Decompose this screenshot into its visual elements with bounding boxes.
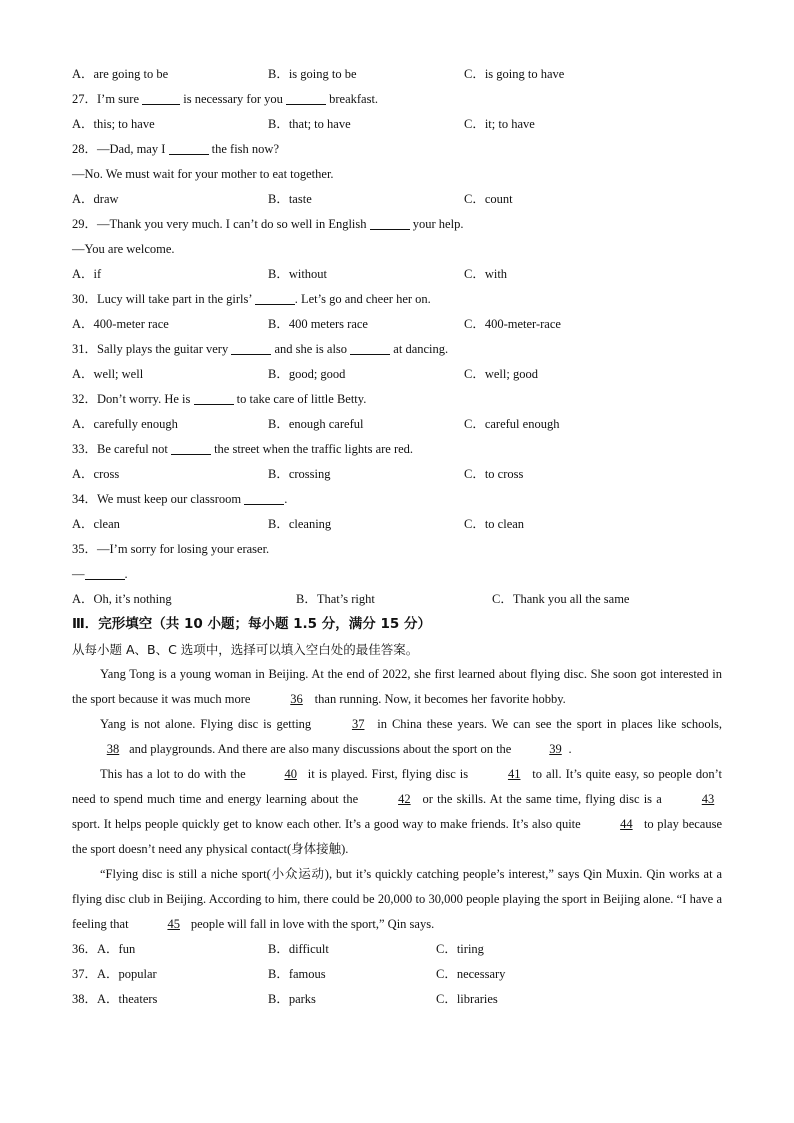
option-b[interactable]: B．is going to be xyxy=(268,67,357,81)
option-a[interactable]: A．400-meter race xyxy=(72,317,169,331)
option-c[interactable]: C．tiring xyxy=(436,942,484,956)
passage-text: sport. It helps people quickly get to know each other. It’s a good way to make friends. xyxy=(72,817,509,831)
q27-options xyxy=(72,112,722,137)
answer-blank xyxy=(231,340,271,355)
passage-text: This has a lot to do with the xyxy=(100,767,246,781)
question-text: . Let’s go and cheer her on. xyxy=(294,292,431,306)
q37-options xyxy=(72,962,722,987)
passage-text: in China these years. We can see the sport in places like xyxy=(377,717,677,731)
blank-41[interactable]: 41 xyxy=(507,767,521,781)
option-a[interactable]: 36．A．fun xyxy=(72,942,136,956)
blank-40[interactable]: 40 xyxy=(284,767,297,781)
option-a[interactable]: A．are going to be xyxy=(72,67,169,81)
passage-text: and playgrounds. And there are also many discussions about the sport on the xyxy=(129,742,512,756)
passage-text: people don’t need to spend much time and energy learning about the xyxy=(72,767,723,806)
question-text: — xyxy=(72,567,85,581)
option-a[interactable]: A．Oh, it’s nothing xyxy=(72,592,172,606)
section-title: Ⅲ．完形填空（共 10 小题；每小题 1.5 分，满分 15 分） xyxy=(72,616,431,632)
section-instruction: 从每小题 A、B、C 选项中，选择可以填入空白处的最佳答案。 xyxy=(72,642,419,657)
question-text: 30．Lucy will take part in the girls’ xyxy=(72,292,252,306)
question-text: breakfast. xyxy=(329,92,379,106)
option-b[interactable]: B．taste xyxy=(268,192,312,206)
question-35: 35．—I’m sorry for losing your eraser. xyxy=(72,542,270,556)
question-text: 31．Sally plays the guitar very xyxy=(72,342,229,356)
question-31 xyxy=(72,337,722,362)
option-b[interactable]: B．That’s right xyxy=(296,592,375,606)
option-b[interactable]: B．crossing xyxy=(268,467,331,481)
answer-blank xyxy=(171,440,211,455)
blank-42[interactable]: 42 xyxy=(398,792,411,806)
passage-text: It’s also quite xyxy=(512,817,581,831)
question-35-reply xyxy=(72,562,722,587)
passage-text: . xyxy=(568,742,572,756)
option-a[interactable]: A．this; to have xyxy=(72,117,155,131)
passage-text: schools, xyxy=(681,717,723,731)
option-b[interactable]: B．400 meters race xyxy=(268,317,368,331)
question-text: at dancing. xyxy=(393,342,449,356)
option-c[interactable]: C．to clean xyxy=(464,517,525,531)
option-b[interactable]: B．without xyxy=(268,267,328,281)
option-a[interactable]: A．cross xyxy=(72,467,120,481)
blank-38[interactable]: 38 xyxy=(106,742,120,756)
q36-options xyxy=(72,937,722,962)
q31-options xyxy=(72,362,722,387)
option-c[interactable]: C．libraries xyxy=(436,992,498,1006)
answer-blank xyxy=(350,340,390,355)
q34-options xyxy=(72,512,722,537)
question-34 xyxy=(72,487,722,512)
option-c[interactable]: C．Thank you all the same xyxy=(492,592,630,606)
option-b[interactable]: B．famous xyxy=(268,967,326,981)
passage-text: Yang Tong is a young woman in Beijing. At the end of 2022, she first learned about flying disc. She soon got xyxy=(100,667,657,681)
option-c[interactable]: C．with xyxy=(464,267,508,281)
q28-options xyxy=(72,187,722,212)
option-b[interactable]: B．enough careful xyxy=(268,417,364,431)
q33-options xyxy=(72,462,722,487)
option-a[interactable]: 38．A．theaters xyxy=(72,992,158,1006)
option-c[interactable]: C．careful enough xyxy=(464,417,560,431)
question-text: your help. xyxy=(412,217,464,231)
question-text: 33．Be careful not xyxy=(72,442,168,456)
option-c[interactable]: C．400-meter-race xyxy=(464,317,561,331)
q38-options xyxy=(72,987,722,1012)
q35-options xyxy=(72,587,722,612)
question-33 xyxy=(72,437,722,462)
passage-text: or the skills. At the same time, xyxy=(422,792,582,806)
answer-blank xyxy=(255,290,295,305)
question-30 xyxy=(72,287,722,312)
option-a[interactable]: A．if xyxy=(72,267,102,281)
option-a[interactable]: 37．A．popular xyxy=(72,967,157,981)
passage-paragraph-3 xyxy=(72,762,722,862)
blank-39[interactable]: 39 xyxy=(549,742,562,756)
blank-44[interactable]: 44 xyxy=(620,817,633,831)
answer-blank xyxy=(142,90,180,105)
question-text: 28．—Dad, may I xyxy=(72,142,166,156)
q30-options xyxy=(72,312,722,337)
option-b[interactable]: B．parks xyxy=(268,992,316,1006)
question-29-reply: —You are welcome. xyxy=(72,242,175,256)
question-text: 29．—Thank you very much. I can’t do so well in English xyxy=(72,217,367,231)
option-b[interactable]: B．difficult xyxy=(268,942,329,956)
option-b[interactable]: B．that; to have xyxy=(268,117,351,131)
passage-text: interested in the sport because it was much more xyxy=(72,667,723,706)
answer-blank xyxy=(194,390,234,405)
answer-blank xyxy=(370,215,410,230)
question-29 xyxy=(72,212,722,237)
option-c[interactable]: C．count xyxy=(464,192,513,206)
blank-43[interactable]: 43 xyxy=(701,792,715,806)
answer-blank xyxy=(85,565,125,580)
passage-text: “Flying disc is still a niche sport(小众运动), but it’s quickly catching people’s interest,” says Qin Muxin. Qin xyxy=(100,867,666,881)
passage-paragraph-4 xyxy=(72,862,722,937)
passage-text: in Beijing alone. “I have a feeling that xyxy=(72,892,723,931)
question-text: . xyxy=(284,492,288,506)
question-text: . xyxy=(124,567,128,581)
question-28-reply: —No. We must wait for your mother to eat together. xyxy=(72,167,334,181)
question-32 xyxy=(72,387,722,412)
option-a[interactable]: A．well; well xyxy=(72,367,144,381)
option-a[interactable]: A．carefully enough xyxy=(72,417,178,431)
passage-text: it is played. First, flying disc is xyxy=(307,767,469,781)
question-text: to take care of little Betty. xyxy=(236,392,367,406)
question-28 xyxy=(72,137,722,162)
answer-blank xyxy=(169,140,209,155)
passage-text: to play because the sport doesn’t need any physical contact(身体接触). xyxy=(72,817,723,856)
passage-paragraph-1 xyxy=(72,662,722,712)
option-a[interactable]: A．clean xyxy=(72,517,120,531)
option-c[interactable]: C．well; good xyxy=(464,367,538,381)
question-text: is necessary for you xyxy=(183,92,283,106)
question-text: 27．I’m sure xyxy=(72,92,139,106)
question-text: 34．We must keep our classroom xyxy=(72,492,242,506)
passage-text: to all. It’s quite easy, so xyxy=(532,767,655,781)
passage-text: than running. Now, it becomes her favorite hobby. xyxy=(314,692,566,706)
passage-text: Yang is not alone. Flying disc is getting xyxy=(100,717,312,731)
cloze-passage xyxy=(72,662,722,937)
option-b[interactable]: B．good; good xyxy=(268,367,346,381)
answer-blank xyxy=(244,490,284,505)
question-text: and she is also xyxy=(274,342,348,356)
option-c[interactable]: C．it; to have xyxy=(464,117,535,131)
question-text: the fish now? xyxy=(211,142,279,156)
option-b[interactable]: B．cleaning xyxy=(268,517,332,531)
passage-text: works at a flying disc club in Beijing. According to him, there could be 20,000 to 30,000 people playing the sport xyxy=(72,867,723,906)
exam-page xyxy=(72,62,722,1012)
question-text: the street when the traffic lights are red. xyxy=(214,442,414,456)
q29-options xyxy=(72,262,722,287)
blank-37[interactable]: 37 xyxy=(351,717,365,731)
q32-options xyxy=(72,412,722,437)
question-text: 32．Don’t worry. He is xyxy=(72,392,191,406)
option-a[interactable]: A．draw xyxy=(72,192,119,206)
blank-36[interactable]: 36 xyxy=(290,692,303,706)
question-27 xyxy=(72,87,722,112)
option-c[interactable]: C．necessary xyxy=(436,967,506,981)
blank-45[interactable]: 45 xyxy=(167,917,180,931)
passage-paragraph-2 xyxy=(72,712,722,762)
option-c[interactable]: C．is going to have xyxy=(464,67,565,81)
answer-blank xyxy=(286,90,326,105)
q26-options xyxy=(72,62,722,87)
option-c[interactable]: C．to cross xyxy=(464,467,524,481)
passage-text: flying disc is a xyxy=(585,792,662,806)
passage-text: people will fall in love with the sport,” Qin says. xyxy=(190,917,435,931)
